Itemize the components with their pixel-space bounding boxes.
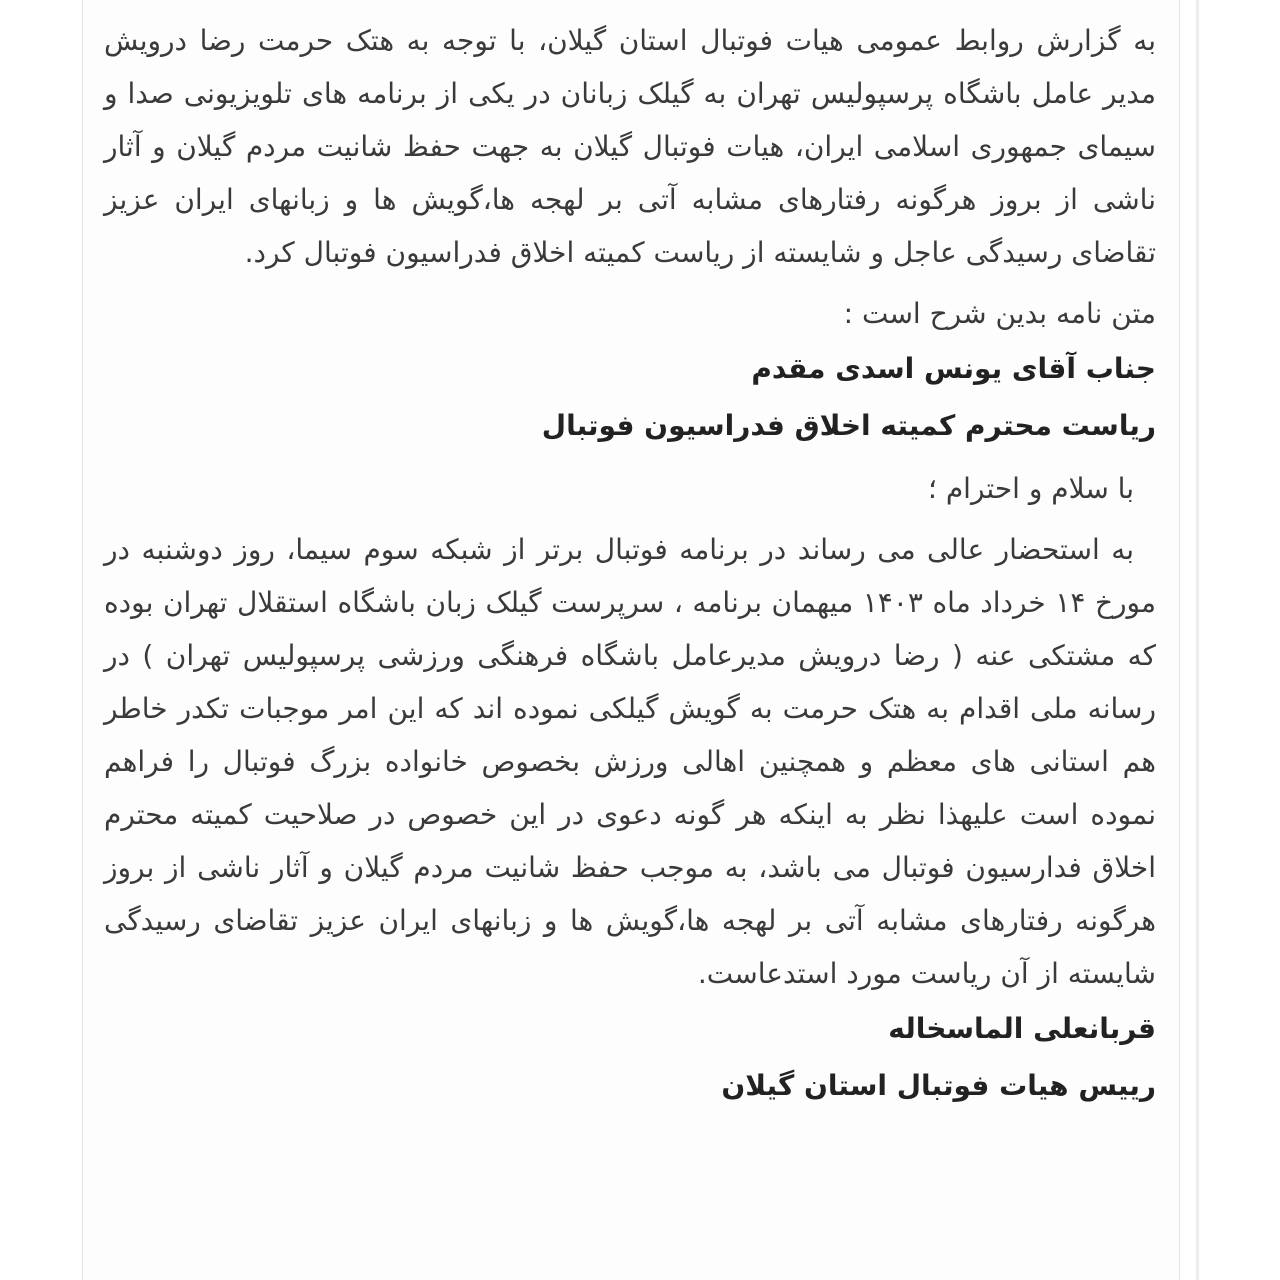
signer-title: رییس هیات فوتبال استان گیلان [721, 1069, 1156, 1102]
letter-intro: متن نامه بدین شرح است : [843, 297, 1156, 330]
article-body [104, 14, 1156, 1114]
scroll-edge-rule [1196, 0, 1199, 1280]
letter-body: به استحضار عالی می رساند در برنامه فوتبال برتر از شبکه سوم سیما، روز دوشنبه در مورخ ۱۴ خرداد ماه ۱۴۰۳ میهمان برنامه ، سرپرست گیلک زبان باشگاه استقلال تهران بوده که مشتکی عنه ( رضا درویش مدیرعامل باشگاه فرهنگی ورزشی پرسپولیس تهران ) در رسانه ملی اقدام به هتک حرمت به گویش گیلکی نموده اند که این امر موجبات تکدر خاطر هم استانی های معظم و همچنین اهالی ورزش بخصوص خانواده بزرگ فوتبال را فراهم نموده است علیهذا نظر به اینکه هر گونه دعوی در این خصوص در صلاحیت کمیته محترم اخلاق فدارسیون فوتبال می باشد، به موجب حفظ شانیت مردم گیلان و آثار ناشی از بروز هرگونه رفتارهای مشابه آتی بر لهجه ها،گویش ها و زبانهای ایران عزیز تقاضای رسیدگی شایسته از آن ریاست مورد استدعاست. [104, 533, 1156, 990]
intro-paragraph: به گزارش روابط عمومی هیات فوتبال استان گیلان، با توجه به هتک حرمت رضا درویش مدیر عامل باشگاه پرسپولیس تهران به گیلک زبانان در یکی از برنامه های تلویزیونی صدا و سیمای جمهوری اسلامی ایران، هیات فوتبال گیلان به جهت حفظ شانیت مردم گیلان و آثار ناشی از بروز هرگونه رفتارهای مشابه آتی بر لهجه ها،گویش ها و زبانهای ایران عزیز تقاضای رسیدگی عاجل و شایسته از ریاست کمیته اخلاق فدراسیون فوتبال کرد. [104, 24, 1156, 269]
greeting: با سلام و احترام ؛ [928, 472, 1134, 505]
recipient-title: ریاست محترم کمیته اخلاق فدراسیون فوتبال [541, 409, 1156, 442]
signer-name: قربانعلی الماسخاله [888, 1012, 1156, 1045]
recipient-name: جناب آقای یونس اسدی مقدم [751, 352, 1156, 385]
